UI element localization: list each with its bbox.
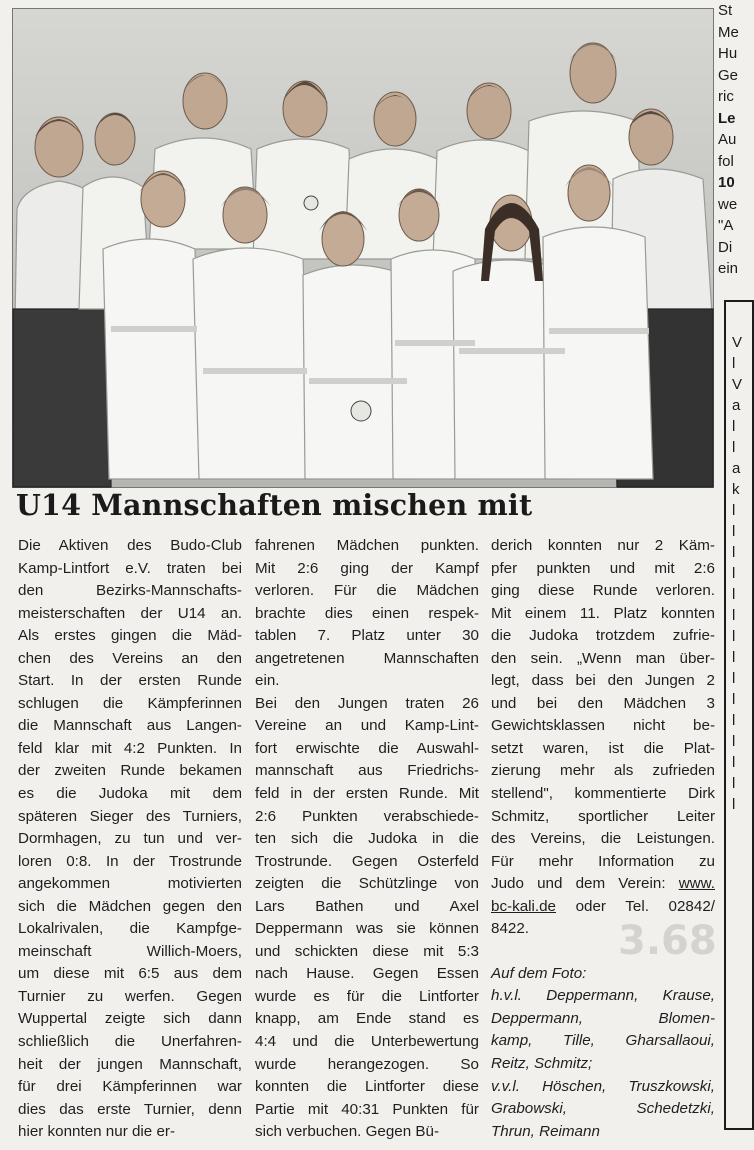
article-text-line: Dormhagen, zu tun und ver- [18, 830, 242, 848]
article-text-line: fahrenen Mädchen punkten. [255, 537, 479, 554]
contact-line-2 [491, 896, 715, 919]
article-text-line: um diese mit 6:5 aus dem [18, 965, 242, 983]
caption-title: Auf dem Foto: [491, 964, 587, 982]
article-text-line: heit der jungen Mannschaft, [18, 1055, 242, 1073]
article-text-line: Lars Bathen und Axel [255, 897, 479, 915]
article-text-line: die Judoka trotzdem zufrie- [491, 627, 715, 645]
neighbor-box-line: l [732, 775, 736, 792]
neighbor-box-line: l [732, 439, 736, 456]
article-headline: U14 Mannschaften mischen mit [16, 488, 533, 522]
phone-end: 8422. [491, 920, 530, 938]
article-text-line: 4:4 und die Unterbewertung [255, 1033, 479, 1051]
article-text-line: schließlich die Unerfahren- [18, 1033, 242, 1051]
article-text-line: wurde herangezogen. So [255, 1055, 479, 1073]
article-text-line: der zweiten Runde bekamen [18, 762, 242, 780]
neighbor-text-line: ein [718, 260, 739, 277]
neighbor-text-line: Hu [718, 45, 738, 62]
article-column-2 [255, 535, 479, 1144]
neighbor-box-line: l [732, 733, 736, 750]
neighbor-article-fragment [718, 0, 740, 280]
article-text-line: und schickten diese mit 5:3 [255, 942, 479, 960]
article-text-line: zierung mehr als zufrieden [491, 762, 715, 780]
article-text-line: Mit 2:6 ging der Kampf [255, 559, 479, 577]
article-text-line: angekommen motivierten [18, 875, 242, 893]
caption-line: Grabowski, Schedetzki, [491, 1100, 715, 1118]
article-text-line: feld klar mit 4:2 Punkten. In [18, 739, 242, 757]
neighbor-box-line: l [732, 544, 736, 561]
caption-line: Deppermann, Blomen- [491, 1009, 715, 1027]
neighbor-text-line: we [718, 195, 738, 213]
article-text-line: den Bezirks-Mannschafts- [18, 582, 242, 600]
neighbor-text-line: ric [718, 88, 734, 105]
article-text-line: mannschaft aus Friedrichs- [255, 762, 479, 780]
article-text-line: sich die Mädchen gegen den [18, 897, 242, 915]
article-text-line: des Vereins, die Leistungen. [491, 830, 715, 848]
neighbor-box-line: l [732, 565, 736, 582]
article-text-line: die Mannschaft aus Langen- [18, 717, 242, 735]
article-text-line: stellend", kommentierte Dirk [491, 785, 715, 803]
neighbor-box-line: l [732, 796, 736, 813]
article-text-line: konnten die Lintforter diese [255, 1078, 479, 1096]
article-text-line: Die Aktiven des Budo-Club [18, 537, 242, 554]
article-text-line: sich verbuchen. Gegen Bü- [255, 1123, 440, 1141]
background-watermark: 3.68 [618, 918, 717, 964]
article-column-3 [491, 535, 715, 1143]
article-text-line: 2:6 Punkten verabschiede- [255, 807, 479, 825]
article-text-line: ein. [255, 672, 280, 690]
photo-caption [491, 963, 715, 1143]
article-text-line: meinschaft Willich-Moers, [18, 942, 242, 960]
article-text-line: Bei den Jungen traten 26 [255, 694, 479, 712]
neighbor-box-line: V [732, 334, 743, 351]
neighbor-box-line: l [732, 670, 736, 687]
article-text-line: und bei den Mädchen 3 [491, 694, 715, 712]
article-text-line: Partie mit 40:31 Punkten für [255, 1100, 479, 1118]
caption-line: Thrun, Reimann [491, 1122, 600, 1140]
article-text-line: wurde es für die Lintforter [255, 987, 479, 1005]
neighbor-text-line: St [718, 2, 733, 19]
caption-line: Reitz, Schmitz; [491, 1055, 593, 1073]
article-text-line: dies das erste Turnier, denn [18, 1100, 242, 1118]
neighbor-text-line: 10 [718, 174, 735, 191]
neighbor-box-line: k [732, 481, 740, 498]
neighbor-box-line: l [732, 754, 736, 771]
article-text-line: hier konnten nur die er- [18, 1123, 176, 1141]
article-text-line: es die Judoka mit dem [18, 785, 242, 803]
article-text-line: Mit einem 11. Platz konnten [491, 604, 715, 622]
neighbor-box-line: l [732, 586, 736, 603]
article-text-line: setzt waren, ist die Plat- [491, 739, 715, 757]
article-text-line: Wuppertal zeigte sich dann [18, 1010, 242, 1028]
neighbor-box-line: l [732, 607, 736, 624]
contact-line [491, 873, 715, 896]
article-text-line: späteren Sieger des Turniers, [18, 807, 242, 825]
website-link-part1[interactable]: www. [678, 875, 715, 893]
article-text-line: angetretenen Mannschaften [255, 649, 479, 667]
neighbor-text-line: "A [718, 217, 734, 234]
neighbor-box-line: l [732, 418, 736, 435]
team-photo [12, 8, 714, 488]
neighbor-box-fragment [724, 300, 754, 1130]
article-text-line: schlugen die Kämpferinnen [18, 694, 242, 712]
neighbor-box-line: l [732, 355, 736, 372]
article-text-line: Deppermann was sie können [255, 920, 479, 938]
article-text-line: loren 0:8. In der Trostrunde [18, 852, 242, 870]
article-text-line: Für mehr Information zu [491, 852, 715, 870]
article-text-line: Als erstes gingen die Mäd- [18, 627, 242, 645]
neighbor-box-line: a [732, 460, 741, 477]
phone-prefix: oder Tel. 02842/ [575, 897, 715, 915]
article-text-line: tablen 7. Platz unter 30 [255, 627, 479, 645]
article-column-1 [18, 535, 242, 1144]
neighbor-text-line: Ge [718, 66, 739, 84]
neighbor-box-line: l [732, 712, 736, 729]
article-text-line: Lokalrivalen, die Kampfge- [18, 920, 242, 938]
caption-line: h.v.l. Deppermann, Krause, [491, 987, 715, 1005]
article-text-line: fort erwischte die Auswahl- [255, 739, 479, 757]
neighbor-box-line: a [732, 397, 741, 414]
contact-prefix: Judo und dem Verein: [491, 875, 666, 893]
team-photo-graphic [13, 9, 713, 487]
article-text-line: für drei Kämpferinnen war [18, 1078, 242, 1096]
neighbor-box-line: l [732, 502, 736, 519]
neighbor-box-line: l [732, 649, 736, 666]
neighbor-text-line: Le [718, 109, 736, 127]
article-text-line: verloren. Für die Mädchen [255, 582, 479, 600]
article-text-line: Kamp-Lintfort e.V. traten bei [18, 559, 242, 577]
article-text-line: Schmitz, sportlicher Leiter [491, 807, 715, 825]
article-text-line: meisterschaften der U14 an. [18, 604, 242, 622]
neighbor-box-line: l [732, 628, 736, 645]
article-text-line: Start. In der ersten Runde [18, 672, 242, 690]
neighbor-text-line: Me [718, 23, 739, 41]
article-text-line: knapp, am Ende stand es [255, 1010, 479, 1028]
neighbor-text-line: Di [718, 238, 733, 256]
neighbor-box-line: l [732, 523, 736, 540]
article-text-line: derich konnten nur 2 Käm- [491, 537, 715, 554]
article-text-line: Trostrunde. Gegen Osterfeld [255, 852, 479, 870]
neighbor-box-line: l [732, 691, 736, 708]
neighbor-box-line: V [732, 376, 743, 393]
caption-line: kamp, Tille, Gharsallaoui, [491, 1032, 715, 1050]
article-text-line: legt, dass bei den Jungen 2 [491, 672, 715, 690]
article-text-line: feld in der ersten Runde. Mit [255, 785, 479, 803]
article-text-line: nach Hause. Gegen Essen [255, 965, 479, 983]
spacer [491, 941, 715, 963]
caption-line: v.v.l. Höschen, Truszkowski, [491, 1077, 715, 1095]
article-text-line: Vereine an und Kamp-Lint- [255, 717, 479, 735]
article-text-line: ging diese Runde verloren. [491, 582, 715, 600]
website-link-part2[interactable]: bc-kali.de [491, 897, 556, 915]
article-text-line: den sein. „Wenn man über- [491, 649, 715, 667]
article-text-line: brachte dies einen respek- [255, 604, 479, 622]
neighbor-text-line: Au [718, 131, 737, 148]
article-text-line: Gewichtsklassen nicht be- [491, 717, 715, 735]
article-text-line: chen des Vereins an den [18, 649, 242, 667]
article-text-line: Turnier zu werfen. Gegen [18, 987, 242, 1005]
neighbor-text-line: fol [718, 152, 734, 170]
article-text-line: zeigten die Schützlinge von [255, 875, 479, 893]
article-text-line: ten sich die Judoka in die [255, 830, 479, 848]
article-text-line: pfer punkten und mit 2:6 [491, 559, 715, 577]
